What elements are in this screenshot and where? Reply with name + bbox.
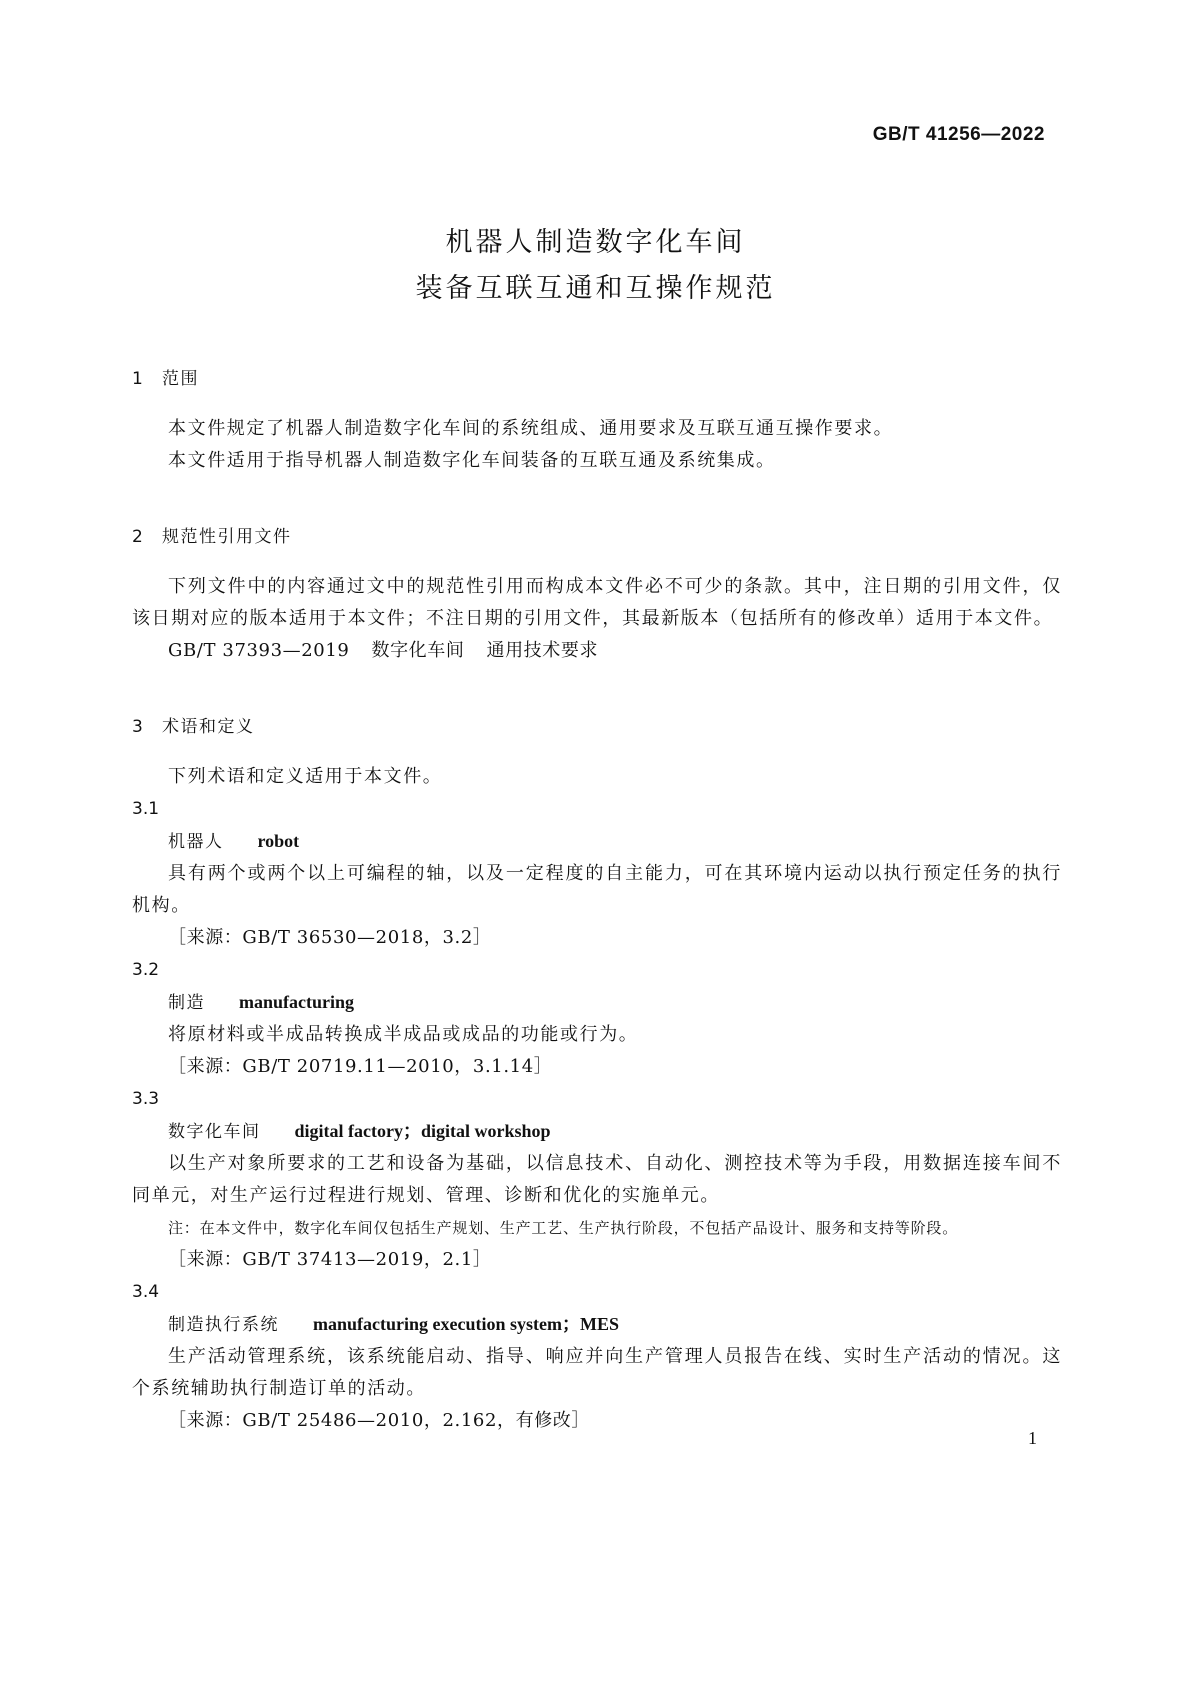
term-source: ［来源：GB/T 37413—2019，2.1］	[168, 1249, 492, 1270]
term-zh: 制造	[168, 993, 205, 1013]
term-zh: 机器人	[168, 832, 224, 852]
reference-title-b: 通用技术要求	[486, 640, 599, 661]
paragraph: 下列文件中的内容通过文中的规范性引用而构成本文件必不可少的条款。其中，注日期的引用文件，仅该日期对应的版本适用于本文件；不注日期的引用文件，其最新版本（包括所有的修改单）适用于本文件。	[132, 576, 1062, 629]
term-definition: 生产活动管理系统，该系统能启动、指导、响应并向生产管理人员报告在线、实时生产活动的情况。这个系统辅助执行制造订单的活动。	[132, 1346, 1062, 1399]
section-number: 2	[132, 527, 145, 547]
document-body	[132, 365, 1062, 1437]
paragraph: 下列术语和定义适用于本文件。	[168, 766, 443, 787]
note-label: 注：	[168, 1219, 200, 1237]
term-number: 3.2	[132, 960, 160, 980]
term-number: 3.3	[132, 1089, 160, 1109]
section-3-heading	[132, 713, 1062, 741]
term-entry	[132, 825, 1062, 858]
term-source: ［来源：GB/T 36530—2018，3.2］	[168, 927, 492, 948]
term-number: 3.1	[132, 799, 160, 819]
term-source: ［来源：GB/T 20719.11—2010，3.1.14］	[168, 1056, 553, 1077]
paragraph: 本文件适用于指导机器人制造数字化车间装备的互联互通及系统集成。	[168, 450, 776, 471]
paragraph: 本文件规定了机器人制造数字化车间的系统组成、通用要求及互联互通互操作要求。	[168, 418, 894, 439]
term-definition: 具有两个或两个以上可编程的轴，以及一定程度的自主能力，可在其环境内运动以执行预定任务的执行机构。	[132, 863, 1062, 916]
title-line-1: 机器人制造数字化车间	[445, 227, 746, 258]
term-note	[132, 1212, 1062, 1244]
term-entry	[132, 1308, 1062, 1341]
section-2-heading	[132, 523, 1062, 551]
term-en: manufacturing	[239, 992, 355, 1012]
term-en: digital factory；digital workshop	[294, 1121, 551, 1141]
term-definition: 以生产对象所要求的工艺和设备为基础，以信息技术、自动化、测控技术等为手段，用数据连接车间不同单元，对生产运行过程进行规划、管理、诊断和优化的实施单元。	[132, 1153, 1062, 1206]
term-number: 3.4	[132, 1282, 160, 1302]
section-number: 3	[132, 717, 145, 737]
term-source: ［来源：GB/T 25486—2010，2.162，有修改］	[168, 1410, 590, 1431]
page-number: 1	[1028, 1428, 1037, 1448]
title-line-2: 装备互联互通和互操作规范	[415, 273, 776, 304]
term-en: manufacturing execution system；MES	[313, 1314, 619, 1334]
section-title: 术语和定义	[162, 717, 255, 737]
reference-code: GB/T 37393—2019	[168, 640, 350, 661]
term-entry	[132, 1115, 1062, 1148]
term-zh: 制造执行系统	[168, 1315, 279, 1335]
section-number: 1	[132, 369, 145, 389]
standard-number: GB/T 41256—2022	[872, 124, 1045, 145]
reference-title-a: 数字化车间	[371, 640, 465, 661]
term-en: robot	[257, 831, 300, 851]
section-1-heading	[132, 365, 1062, 393]
term-zh: 数字化车间	[168, 1122, 261, 1142]
note-text: 在本文件中，数字化车间仅包括生产规划、生产工艺、生产执行阶段，不包括产品设计、服务和支持等阶段。	[199, 1219, 959, 1237]
term-entry	[132, 986, 1062, 1019]
section-title: 范围	[162, 369, 199, 389]
section-title: 规范性引用文件	[162, 527, 292, 547]
document-title	[0, 220, 1191, 312]
term-definition: 将原材料或半成品转换成半成品或成品的功能或行为。	[168, 1024, 639, 1045]
normative-reference	[132, 635, 1062, 667]
